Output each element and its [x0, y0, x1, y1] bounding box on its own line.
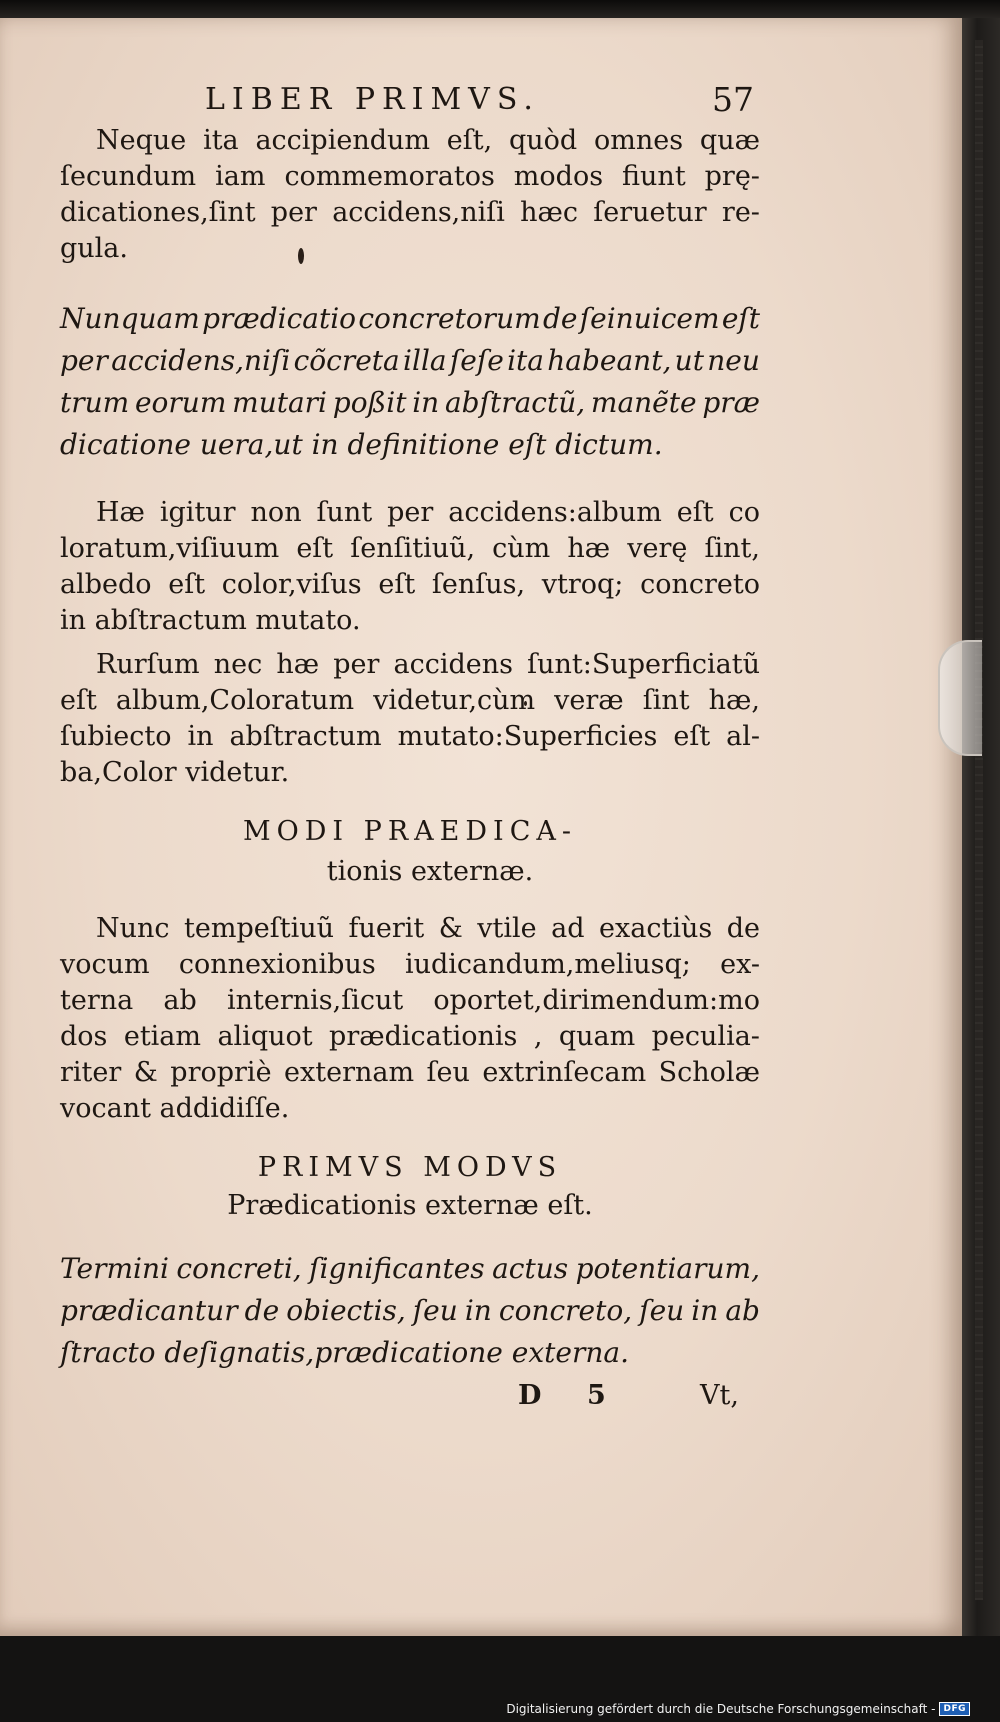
text-line: Nunc tempeſtiuũ fuerit & vtile ad exactiùs de — [96, 913, 760, 944]
text-line: per accidens,niſi cõcreta illa ſeſe ita habeant, ut neu — [60, 344, 760, 377]
section-heading: PRIMVS MODVS — [257, 1152, 563, 1183]
running-head: LIBER PRIMVS. — [205, 82, 540, 117]
text-line: prædicantur de obiectis, ſeu in concreto, ſeu in ab — [60, 1294, 760, 1327]
signature-mark: D — [518, 1380, 542, 1411]
text-line: loratum,viſiuum eſt ſenſitiuũ, cùm hæ verę ſint, — [60, 533, 760, 564]
text-line: ſecundum iam commemoratos modos fiunt prę- — [60, 161, 760, 192]
text-line: Neque ita accipiendum eſt, quòd omnes quæ — [96, 125, 760, 156]
text-line: vocant addidiſſe. — [60, 1093, 290, 1124]
section-subheading: tionis externæ. — [326, 856, 534, 887]
page-clip — [938, 640, 982, 756]
text-line: ba,Color videtur. — [60, 757, 290, 788]
text-line: trum eorum mutari poßit in abſtractũ, manẽte præ — [60, 386, 760, 419]
text-line: Hæ igitur non ſunt per accidens:album eſt co — [96, 497, 760, 528]
text-line: ſubiecto in abſtractum mutato:Superficies eſt al- — [60, 721, 760, 752]
section-subheading: Prædicationis externæ eſt. — [227, 1190, 593, 1221]
text-line: Termini concreti, ſignificantes actus potentiarum, — [60, 1252, 760, 1285]
text-line: eſt album,Coloratum videtur,cùm veræ ſint hæ, — [60, 685, 760, 716]
text-line: riter & propriè externam ſeu extrinſecam Scholæ — [60, 1057, 760, 1088]
dfg-logo-icon: DFG — [939, 1702, 970, 1716]
text-line: Rurſum nec hæ per accidens ſunt:Superficiatũ — [96, 649, 760, 680]
text-line: vocum connexionibus iudicandum,meliusq; ex- — [60, 949, 760, 980]
text-line: terna ab internis,ſicut oportet,dirimendum:mo — [60, 985, 760, 1016]
credit-text: Digitalisierung gefördert durch die Deutsche Forschungsgemeinschaft - — [506, 1702, 936, 1716]
text-line: Nunquam prædicatio concretorum de ſeinuicem eſt — [60, 302, 760, 335]
text-line: albedo eſt color,viſus eſt ſenſus, vtroq; concreto — [60, 569, 760, 600]
section-heading: MODI PRAEDICA- — [243, 816, 577, 847]
text-line: gula. — [60, 233, 128, 264]
binding-strip — [975, 40, 983, 1600]
text-line: dicatione uera,ut in definitione eſt dictum. — [60, 428, 663, 461]
signature-number: 5 — [587, 1380, 606, 1411]
digitization-credit — [506, 1702, 970, 1716]
text-line: dicationes,ſint per accidens,niſi hæc ſeruetur re- — [60, 197, 760, 228]
page-number: 57 — [712, 80, 754, 119]
text-line: dos etiam aliquot prædicationis , quam peculia- — [60, 1021, 760, 1052]
catchword: Vt, — [700, 1380, 739, 1411]
scanner-top-border — [0, 0, 1000, 20]
text-line: in abſtractum mutato. — [60, 605, 361, 636]
text-line: ſtracto deſignatis,prædicatione externa. — [60, 1336, 629, 1369]
